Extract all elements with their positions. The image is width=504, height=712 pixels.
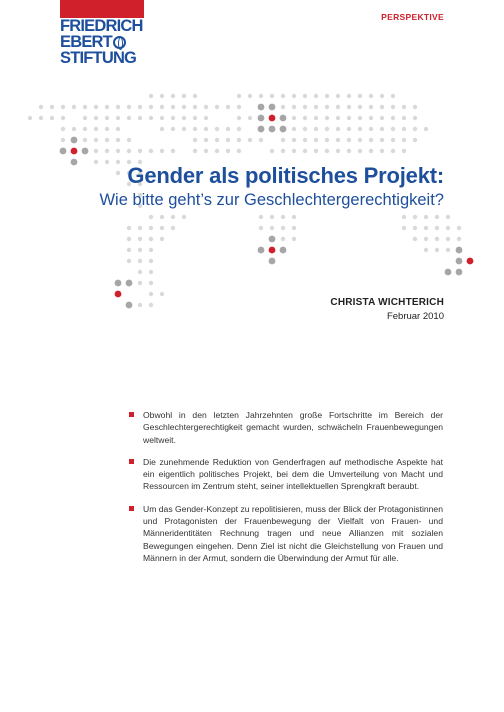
map-dot bbox=[424, 237, 428, 241]
map-dot bbox=[105, 138, 109, 142]
map-dot bbox=[171, 149, 175, 153]
map-dot bbox=[215, 105, 219, 109]
bullet-square-icon bbox=[129, 459, 134, 464]
map-dot bbox=[193, 94, 197, 98]
map-dot bbox=[237, 94, 241, 98]
map-dot bbox=[61, 116, 65, 120]
map-dot bbox=[116, 127, 120, 131]
map-dot bbox=[160, 215, 164, 219]
map-dot bbox=[28, 116, 32, 120]
map-dot bbox=[347, 138, 351, 142]
map-dot bbox=[116, 138, 120, 142]
map-dot bbox=[369, 127, 373, 131]
map-dot bbox=[149, 270, 153, 274]
map-dot bbox=[149, 281, 153, 285]
map-dot bbox=[94, 138, 98, 142]
summary-item: Um das Gender-Konzept zu repolitisieren, muss der Blick der Protagonistinnen und Protagonisten der Frauenbewegung der Vielfalt von Frauen- und Männeridentitäten Rechnung tragen und neue Allianzen mit sozialen Bewegungen eingehen. Denn Ziel ist nicht die Gleichstellung von Frauen und Männern in der Armut, sondern die Überwindung der Armut für alle. bbox=[129, 503, 443, 564]
map-dot bbox=[105, 127, 109, 131]
map-dot bbox=[94, 116, 98, 120]
map-dot bbox=[292, 237, 296, 241]
map-dot bbox=[369, 94, 373, 98]
map-dot bbox=[138, 270, 142, 274]
map-dot bbox=[204, 149, 208, 153]
map-dot bbox=[413, 127, 417, 131]
map-dot bbox=[115, 280, 122, 287]
map-dot bbox=[402, 116, 406, 120]
map-dot bbox=[391, 94, 395, 98]
map-dot bbox=[105, 149, 109, 153]
map-highlight-dot bbox=[467, 258, 474, 265]
map-dot bbox=[281, 226, 285, 230]
map-dot bbox=[457, 237, 461, 241]
map-dot bbox=[215, 149, 219, 153]
map-dot bbox=[380, 138, 384, 142]
map-dot bbox=[402, 127, 406, 131]
map-dot bbox=[292, 116, 296, 120]
map-dot bbox=[193, 127, 197, 131]
map-dot bbox=[193, 138, 197, 142]
map-dot bbox=[402, 226, 406, 230]
map-dot bbox=[380, 149, 384, 153]
map-dot bbox=[270, 149, 274, 153]
map-dot bbox=[280, 115, 287, 122]
map-dot bbox=[71, 159, 78, 166]
map-dot bbox=[61, 138, 65, 142]
map-dot bbox=[347, 105, 351, 109]
map-dot bbox=[269, 236, 276, 243]
map-dot bbox=[402, 138, 406, 142]
map-dot bbox=[314, 116, 318, 120]
map-dot bbox=[94, 149, 98, 153]
map-dot bbox=[314, 149, 318, 153]
logo-line-1: FRIEDRICH bbox=[60, 17, 143, 35]
map-dot bbox=[314, 105, 318, 109]
map-dot bbox=[138, 259, 142, 263]
map-dot bbox=[182, 116, 186, 120]
map-dot bbox=[105, 160, 109, 164]
map-dot bbox=[138, 303, 142, 307]
map-dot bbox=[358, 105, 362, 109]
map-dot bbox=[116, 149, 120, 153]
map-dot bbox=[281, 149, 285, 153]
map-dot bbox=[446, 237, 450, 241]
map-dot bbox=[281, 237, 285, 241]
map-dot bbox=[391, 116, 395, 120]
map-dot bbox=[435, 215, 439, 219]
logo-line-3: STIFTUNG bbox=[60, 49, 137, 67]
map-dot bbox=[126, 280, 133, 287]
map-dot bbox=[259, 94, 263, 98]
map-dot bbox=[182, 127, 186, 131]
map-dot bbox=[457, 226, 461, 230]
map-dot bbox=[127, 226, 131, 230]
map-dot bbox=[138, 105, 142, 109]
map-dot bbox=[391, 149, 395, 153]
map-dot bbox=[292, 226, 296, 230]
map-dot bbox=[391, 127, 395, 131]
map-dot bbox=[171, 215, 175, 219]
map-dot bbox=[402, 215, 406, 219]
map-dot bbox=[446, 248, 450, 252]
map-dot bbox=[204, 138, 208, 142]
map-dot bbox=[336, 149, 340, 153]
map-dot bbox=[160, 226, 164, 230]
map-dot bbox=[61, 105, 65, 109]
map-dot bbox=[303, 138, 307, 142]
map-dot bbox=[413, 116, 417, 120]
map-dot bbox=[61, 127, 65, 131]
map-dot bbox=[435, 237, 439, 241]
map-dot bbox=[281, 105, 285, 109]
map-dot bbox=[171, 105, 175, 109]
map-dot bbox=[226, 105, 230, 109]
map-dot bbox=[182, 215, 186, 219]
map-dot bbox=[160, 149, 164, 153]
map-dot bbox=[116, 105, 120, 109]
map-dot bbox=[325, 127, 329, 131]
map-dot bbox=[160, 237, 164, 241]
logo-line-2: EBERT bbox=[60, 34, 150, 50]
map-dot bbox=[204, 127, 208, 131]
map-dot bbox=[303, 127, 307, 131]
map-dot bbox=[149, 226, 153, 230]
map-dot bbox=[160, 105, 164, 109]
map-dot bbox=[456, 258, 463, 265]
map-dot bbox=[259, 215, 263, 219]
map-dot bbox=[171, 94, 175, 98]
map-dot bbox=[325, 116, 329, 120]
map-dot bbox=[149, 248, 153, 252]
map-dot bbox=[347, 116, 351, 120]
bullet-square-icon bbox=[129, 412, 134, 417]
map-dot bbox=[413, 237, 417, 241]
map-dot bbox=[269, 258, 276, 265]
map-dot bbox=[138, 116, 142, 120]
map-dot bbox=[270, 215, 274, 219]
summary-list bbox=[129, 409, 443, 574]
map-dot bbox=[435, 248, 439, 252]
map-dot bbox=[380, 94, 384, 98]
map-highlight-dot bbox=[71, 148, 78, 155]
map-dot bbox=[182, 105, 186, 109]
map-dot bbox=[127, 105, 131, 109]
map-dot bbox=[347, 127, 351, 131]
map-dot bbox=[446, 226, 450, 230]
map-dot bbox=[248, 94, 252, 98]
map-dot bbox=[171, 226, 175, 230]
map-dot bbox=[292, 149, 296, 153]
map-dot bbox=[269, 126, 276, 133]
map-dot bbox=[347, 94, 351, 98]
map-dot bbox=[94, 127, 98, 131]
map-dot bbox=[160, 94, 164, 98]
map-dot bbox=[237, 149, 241, 153]
map-dot bbox=[258, 115, 265, 122]
map-dot bbox=[281, 138, 285, 142]
map-dot bbox=[226, 138, 230, 142]
map-dot bbox=[215, 127, 219, 131]
map-dot bbox=[258, 104, 265, 111]
map-dot bbox=[270, 226, 274, 230]
map-dot bbox=[413, 215, 417, 219]
map-dot bbox=[237, 105, 241, 109]
map-dot bbox=[237, 138, 241, 142]
map-dot bbox=[182, 94, 186, 98]
map-dot bbox=[127, 149, 131, 153]
map-dot bbox=[380, 105, 384, 109]
map-dot bbox=[226, 127, 230, 131]
map-dot bbox=[149, 94, 153, 98]
map-dot bbox=[83, 105, 87, 109]
map-dot bbox=[149, 292, 153, 296]
map-dot bbox=[72, 105, 76, 109]
summary-item: Obwohl in den letzten Jahrzehnten große Fortschritte im Bereich der Geschlechtergerechtigkeit gemacht wurden, schwächeln Frauenbewegungen weltweit. bbox=[129, 409, 443, 446]
map-dot bbox=[138, 248, 142, 252]
map-dot bbox=[226, 149, 230, 153]
map-dot bbox=[336, 116, 340, 120]
map-dot bbox=[39, 116, 43, 120]
map-dot bbox=[358, 127, 362, 131]
map-dot bbox=[325, 138, 329, 142]
map-dot bbox=[149, 116, 153, 120]
map-highlight-dot bbox=[115, 291, 122, 298]
map-dot bbox=[303, 105, 307, 109]
map-dot bbox=[336, 127, 340, 131]
map-dot bbox=[50, 105, 54, 109]
map-dot bbox=[336, 94, 340, 98]
map-dot bbox=[369, 138, 373, 142]
map-dot bbox=[456, 269, 463, 276]
map-dot bbox=[94, 160, 98, 164]
map-dot bbox=[269, 104, 276, 111]
map-dot bbox=[259, 138, 263, 142]
map-dot bbox=[280, 247, 287, 254]
map-dot bbox=[116, 160, 120, 164]
map-dot bbox=[358, 149, 362, 153]
map-highlight-dot bbox=[269, 247, 276, 254]
map-dot bbox=[314, 138, 318, 142]
map-dot bbox=[303, 94, 307, 98]
map-dot bbox=[336, 138, 340, 142]
map-dot bbox=[149, 259, 153, 263]
map-dot bbox=[116, 116, 120, 120]
map-dot bbox=[292, 94, 296, 98]
map-dot bbox=[258, 126, 265, 133]
map-dot bbox=[259, 226, 263, 230]
map-dot bbox=[149, 303, 153, 307]
map-dot bbox=[303, 149, 307, 153]
publication-date: Februar 2010 bbox=[386, 311, 444, 322]
map-dot bbox=[193, 149, 197, 153]
map-dot bbox=[280, 126, 287, 133]
map-dot bbox=[171, 127, 175, 131]
map-dot bbox=[292, 105, 296, 109]
map-dot bbox=[171, 116, 175, 120]
map-dot bbox=[237, 127, 241, 131]
map-dot bbox=[127, 237, 131, 241]
map-dot bbox=[402, 105, 406, 109]
page-subtitle: Wie bitte geht’s zur Geschlechtergerechtigkeit? bbox=[99, 191, 444, 209]
map-highlight-dot bbox=[269, 115, 276, 122]
map-dot bbox=[314, 94, 318, 98]
page-title: Gender als politisches Projekt: bbox=[127, 163, 444, 188]
map-dot bbox=[424, 248, 428, 252]
map-dot bbox=[193, 105, 197, 109]
map-dot bbox=[237, 116, 241, 120]
map-dot bbox=[105, 116, 109, 120]
map-dot bbox=[281, 215, 285, 219]
map-dot bbox=[424, 215, 428, 219]
map-dot bbox=[369, 149, 373, 153]
map-dot bbox=[116, 171, 120, 175]
map-dot bbox=[446, 215, 450, 219]
map-dot bbox=[270, 94, 274, 98]
map-dot bbox=[39, 105, 43, 109]
map-dot bbox=[336, 105, 340, 109]
map-dot bbox=[82, 148, 89, 155]
map-dot bbox=[127, 248, 131, 252]
map-dot bbox=[160, 127, 164, 131]
map-dot bbox=[138, 149, 142, 153]
map-dot bbox=[292, 138, 296, 142]
bullet-square-icon bbox=[129, 506, 134, 511]
summary-item: Die zunehmende Reduktion von Genderfragen auf methodische Aspekte hat ein eigentlich politisches Projekt, bei dem die Umverteilung von Macht und Ressourcen im Zentrum steht, seiner intellektuellen Sprengkraft beraubt. bbox=[129, 456, 443, 493]
map-dot bbox=[204, 116, 208, 120]
map-dot bbox=[248, 116, 252, 120]
map-dot bbox=[149, 149, 153, 153]
map-dot bbox=[127, 138, 131, 142]
map-dot bbox=[391, 105, 395, 109]
map-dot bbox=[149, 237, 153, 241]
map-dot bbox=[369, 116, 373, 120]
map-dot bbox=[424, 226, 428, 230]
map-dot bbox=[413, 105, 417, 109]
map-dot bbox=[127, 116, 131, 120]
map-dot bbox=[126, 302, 133, 309]
map-dot bbox=[83, 127, 87, 131]
map-dot bbox=[456, 247, 463, 254]
map-dot bbox=[325, 105, 329, 109]
map-dot bbox=[72, 127, 76, 131]
map-dot bbox=[358, 116, 362, 120]
map-dot bbox=[369, 105, 373, 109]
map-dot bbox=[105, 105, 109, 109]
map-dot bbox=[83, 116, 87, 120]
map-dot bbox=[314, 127, 318, 131]
map-dot bbox=[50, 116, 54, 120]
map-dot bbox=[347, 149, 351, 153]
map-dot bbox=[380, 127, 384, 131]
map-dot bbox=[292, 215, 296, 219]
map-dot bbox=[193, 116, 197, 120]
map-dot bbox=[292, 127, 296, 131]
map-dot bbox=[94, 105, 98, 109]
map-dot bbox=[138, 237, 142, 241]
map-dot bbox=[149, 105, 153, 109]
map-dot bbox=[435, 226, 439, 230]
map-dot bbox=[325, 149, 329, 153]
map-dot bbox=[83, 138, 87, 142]
map-dot bbox=[248, 138, 252, 142]
map-dot bbox=[127, 259, 131, 263]
map-dot bbox=[281, 94, 285, 98]
map-dot bbox=[71, 137, 78, 144]
map-dot bbox=[380, 116, 384, 120]
map-dot bbox=[138, 281, 142, 285]
map-dot bbox=[160, 292, 164, 296]
map-dot bbox=[215, 138, 219, 142]
map-dot bbox=[413, 138, 417, 142]
map-dot bbox=[325, 94, 329, 98]
map-dot bbox=[358, 94, 362, 98]
map-dot bbox=[391, 138, 395, 142]
author-name: CHRISTA WICHTERICH bbox=[330, 297, 444, 308]
map-dot bbox=[445, 269, 452, 276]
map-dot bbox=[160, 116, 164, 120]
map-dot bbox=[138, 226, 142, 230]
map-dot bbox=[413, 226, 417, 230]
map-dot bbox=[149, 215, 153, 219]
map-dot bbox=[204, 105, 208, 109]
map-dot bbox=[402, 149, 406, 153]
series-label: PERSPEKTIVE bbox=[381, 12, 444, 22]
map-dot bbox=[303, 116, 307, 120]
map-dot bbox=[258, 247, 265, 254]
map-dot bbox=[424, 127, 428, 131]
map-dot bbox=[60, 148, 67, 155]
map-dot bbox=[358, 138, 362, 142]
